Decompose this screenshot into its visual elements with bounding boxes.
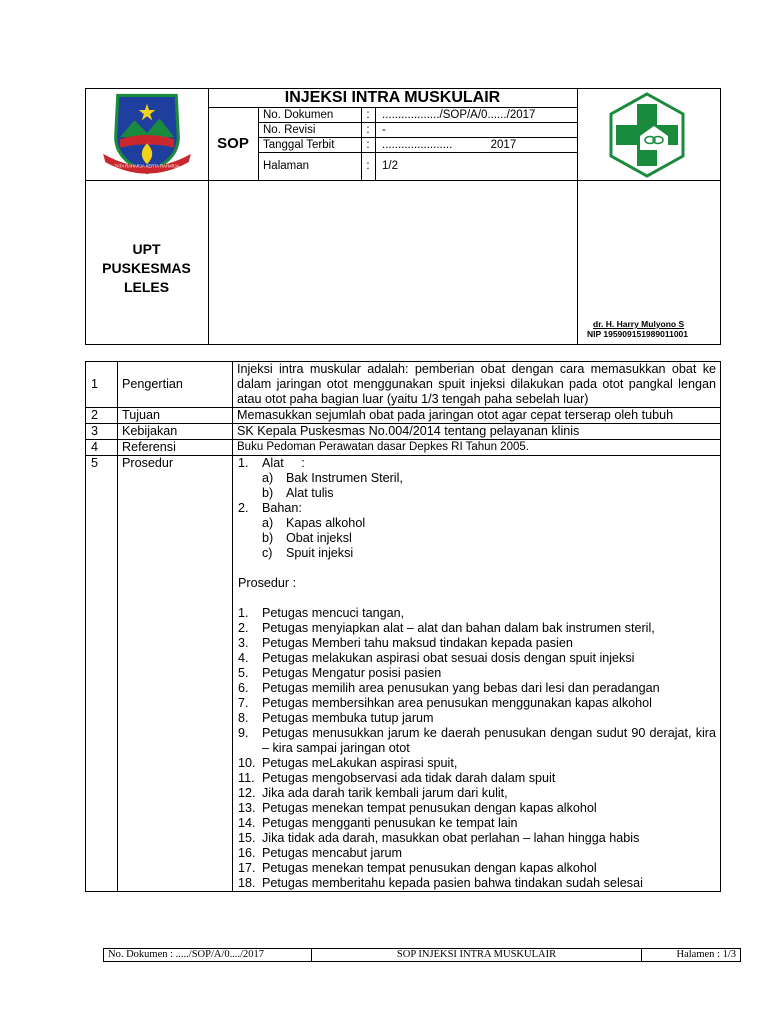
row-label: Referensi [118,440,233,456]
footer-page: Halamen : 1/3 [642,949,741,962]
list-text: Petugas meLakukan aspirasi spuit, [262,756,458,770]
list-number: 5. [238,666,249,680]
list-item [238,726,716,756]
row-number: 2 [86,408,118,424]
list-item [238,681,716,696]
list-number: 11. [238,771,255,785]
list-item [238,816,716,831]
list-number: a) [262,516,274,530]
list-item [238,486,716,501]
list-text: Petugas Memberi tahu maksud tindakan kepada pasien [262,636,573,650]
signer-nip: NIP 195909151989011001 [587,329,688,339]
list-number: a) [262,471,274,485]
list-item [238,471,716,486]
list-number: 15. [238,831,256,845]
list-item [238,711,716,726]
table-row [86,440,721,456]
signer-block [587,319,688,339]
row-text: Memasukkan sejumlah obat pada jaringan otot agar cepat terserap oleh tubuh [233,408,721,424]
list-number: 2. [238,501,249,515]
signer-name: dr. H. Harry Mulyono S [593,319,685,329]
row-text: Injeksi intra muskular adalah: pemberian obat dengan cara memasukkan obat ke dalam jaringan otot menggunakan spuit injeksi dilakukan pada otot pangkal lengan atau otot paha bagian luar (yaitu 1/3 tengah paha sebelah luar) [233,362,721,408]
table-row [86,362,721,408]
unit-line-3: LELES [123,279,170,295]
row-text: SK Kepala Puskesmas No.004/2014 tentang pelayanan klinis [233,424,721,440]
list-item [238,846,716,861]
left-logo [99,91,195,177]
meta-value-halaman: 1/2 [382,160,398,172]
regency-crest-icon [99,91,195,177]
list-item [238,876,716,891]
list-text: Petugas memilih area penusukan yang bebas dari lesi dan peradangan [262,681,660,695]
list-number: 3. [238,636,249,650]
list-text: Petugas mencuci tangan, [262,606,405,620]
list-number: 7. [238,696,249,710]
list-text: Petugas menekan tempat penusukan dengan kapas alkohol [262,861,597,875]
meta-colon: : [366,160,370,172]
list-item [238,861,716,876]
list-number: 1. [238,606,249,620]
alat-label: Alat : [262,456,305,470]
list-number: 12. [238,786,256,800]
list-number: 1. [238,456,249,470]
list-text: Obat injeksl [286,531,352,545]
list-number: b) [262,531,274,545]
list-text: Jika tidak ada darah, masukkan obat perlahan – lahan hingga habis [262,831,640,845]
meta-value-no-revisi: - [382,124,386,136]
list-number: 4. [238,651,249,665]
list-item [238,606,716,621]
list-text: Petugas memberitahu kepada pasien bahwa tindakan sudah selesai [262,876,643,890]
meta-value-no-dokumen: ................../SOP/A/0....../2017 [382,109,536,121]
list-item [238,621,716,636]
row-label: Prosedur [118,456,233,892]
bahan-list [238,516,716,561]
footer-title: SOP INJEKSI INTRA MUSKULAIR [312,949,642,962]
alat-list [238,471,716,501]
list-item [238,831,716,846]
list-item [238,636,716,651]
list-item [238,546,716,561]
list-number: 2. [238,621,249,635]
list-item [238,516,716,531]
list-text: Petugas Mengatur posisi pasien [262,666,442,680]
list-item [238,756,716,771]
list-item [238,531,716,546]
list-item [238,651,716,666]
row-number: 5 [86,456,118,892]
list-number: 6. [238,681,249,695]
list-number: 14. [238,816,256,830]
footer-doc-number: No. Dokumen : ...../SOP/A/0..../2017 [104,949,312,962]
row-text: Buku Pedoman Perawatan dasar Depkes RI Tahun 2005. [233,440,721,456]
list-number: b) [262,486,274,500]
list-item [238,666,716,681]
crest-motto-text: TATA RAHARJA KERTA RAHARJA [114,163,180,169]
list-text: Petugas membuka tutup jarum [262,711,434,725]
steps-list [238,606,716,891]
list-item [238,801,716,816]
list-number: 9. [238,726,249,740]
header-block [85,88,721,345]
list-text: Petugas membersihkan area penusukan menggunakan kapas alkohol [262,696,652,710]
bahan-label: Bahan: [262,501,302,515]
prosedur-heading: Prosedur : [238,576,297,590]
table-row [86,456,721,892]
list-text: Petugas menusukkan jarum ke daerah penusukan dengan sudut 90 derajat, kira – kira sampai jaringan otot [262,726,716,755]
list-item [238,456,716,471]
list-text: Petugas menyiapkan alat – alat dan bahan dalam bak instrumen steril, [262,621,655,635]
meta-label-no-dokumen: No. Dokumen [263,109,334,121]
meta-colon: : [366,124,370,136]
row-number: 4 [86,440,118,456]
list-number: 16. [238,846,256,860]
row-number: 3 [86,424,118,440]
list-item [238,771,716,786]
meta-colon: : [366,139,370,151]
unit-line-2: PUSKESMAS [102,260,191,276]
list-number: 18. [238,876,256,890]
list-item [238,696,716,711]
list-text: Petugas melakukan aspirasi obat sesuai dosis dengan spuit injeksi [262,651,635,665]
list-text: Kapas alkohol [286,516,366,530]
list-text: Spuit injeksi [286,546,354,560]
row-label: Kebijakan [118,424,233,440]
meta-label-tanggal-terbit: Tanggal Terbit [263,139,335,151]
list-text: Alat tulis [286,486,334,500]
table-row [86,424,721,440]
unit-line-1: UPT [132,241,161,257]
meta-colon: : [366,109,370,121]
page-footer [103,948,741,962]
unit-name [85,240,208,297]
right-logo [602,90,692,180]
list-number: 8. [238,711,249,725]
list-item [238,501,716,516]
puskesmas-logo-icon [602,90,692,180]
table-row [86,408,721,424]
list-text: Petugas mencabut jarum [262,846,403,860]
list-number: 10. [238,756,256,770]
prosedur-list [238,456,716,891]
prosedur-cell [233,456,721,892]
list-number: 13. [238,801,256,815]
sop-label: SOP [217,135,249,152]
list-text: Petugas menekan tempat penusukan dengan kapas alkohol [262,801,597,815]
list-text: Jika ada darah tarik kembali jarum dari kulit, [262,786,508,800]
list-text: Petugas mengobservasi ada tidak darah dalam spuit [262,771,556,785]
page-title: INJEKSI INTRA MUSKULAIR [284,89,501,106]
meta-value-tanggal-terbit: ...................... 2017 [382,139,517,151]
list-item [238,786,716,801]
row-number: 1 [86,362,118,408]
list-number: 17. [238,861,256,875]
row-label: Pengertian [118,362,233,408]
row-label: Tujuan [118,408,233,424]
sop-content-table [85,361,721,892]
list-number: c) [262,546,273,560]
list-text: Bak Instrumen Steril, [286,471,403,485]
meta-label-no-revisi: No. Revisi [263,124,316,136]
meta-label-halaman: Halaman [263,160,310,172]
list-text: Petugas mengganti penusukan ke tempat lain [262,816,518,830]
